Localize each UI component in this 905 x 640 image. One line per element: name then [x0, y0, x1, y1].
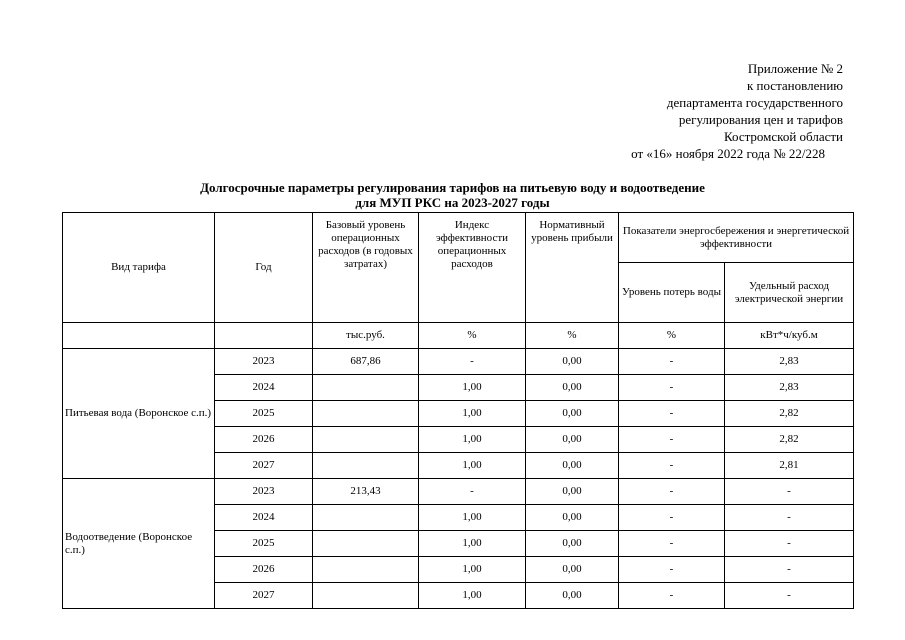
cell-water-loss: -: [619, 427, 725, 453]
cell-base-level: 687,86: [313, 349, 419, 375]
cell-year: 2024: [215, 505, 313, 531]
cell-efficiency-index: 1,00: [419, 427, 526, 453]
cell-profit-level: 0,00: [526, 505, 619, 531]
table-row: [63, 349, 854, 375]
cell-year: 2025: [215, 401, 313, 427]
cell-water-loss: -: [619, 505, 725, 531]
cell-profit-level: 0,00: [526, 349, 619, 375]
unit-electricity: кВт*ч/куб.м: [725, 323, 854, 349]
cell-year: 2026: [215, 557, 313, 583]
cell-electricity: 2,83: [725, 375, 854, 401]
cell-profit-level: 0,00: [526, 531, 619, 557]
header-tariff-type: Вид тарифа: [63, 213, 215, 323]
document-title: [0, 180, 905, 210]
appendix-line: Костромской области: [723, 129, 843, 144]
header-base-level: Базовый уровень операционных расходов (в годовых затратах): [313, 213, 419, 323]
header-year: Год: [215, 213, 313, 323]
cell-base-level: 213,43: [313, 479, 419, 505]
cell-water-loss: -: [619, 557, 725, 583]
units-empty: [63, 323, 215, 349]
cell-profit-level: 0,00: [526, 479, 619, 505]
unit-base-level: тыс.руб.: [313, 323, 419, 349]
appendix-line: департамента государственного: [666, 95, 843, 110]
parameters-table: [62, 212, 854, 609]
cell-electricity: -: [725, 557, 854, 583]
title-line: Долгосрочные параметры регулирования тарифов на питьевую воду и водоотведение: [200, 180, 705, 195]
cell-efficiency-index: -: [419, 479, 526, 505]
table-row: [63, 479, 854, 505]
cell-profit-level: 0,00: [526, 427, 619, 453]
cell-efficiency-index: 1,00: [419, 531, 526, 557]
cell-water-loss: -: [619, 375, 725, 401]
header-water-loss: Уровень потерь воды: [619, 263, 725, 323]
cell-electricity: -: [725, 531, 854, 557]
unit-water-loss: %: [619, 323, 725, 349]
header-electricity: Удельный расход электрической энергии: [725, 263, 854, 323]
appendix-line: к постановлению: [746, 78, 843, 93]
cell-base-level: [313, 427, 419, 453]
cell-electricity: 2,83: [725, 349, 854, 375]
cell-base-level: [313, 453, 419, 479]
appendix-line: регулирования цен и тарифов: [678, 112, 843, 127]
cell-base-level: [313, 375, 419, 401]
cell-profit-level: 0,00: [526, 375, 619, 401]
cell-efficiency-index: 1,00: [419, 583, 526, 609]
cell-electricity: 2,82: [725, 401, 854, 427]
appendix-date-line: от «16» ноября 2022 года № 22/228: [631, 146, 825, 161]
cell-efficiency-index: 1,00: [419, 375, 526, 401]
cell-base-level: [313, 583, 419, 609]
cell-profit-level: 0,00: [526, 557, 619, 583]
cell-electricity: 2,81: [725, 453, 854, 479]
cell-year: 2027: [215, 453, 313, 479]
appendix-line: Приложение № 2: [747, 61, 843, 76]
tariff-type-cell: Питьевая вода (Воронское с.п.): [63, 349, 215, 479]
cell-year: 2024: [215, 375, 313, 401]
cell-efficiency-index: -: [419, 349, 526, 375]
cell-water-loss: -: [619, 583, 725, 609]
cell-year: 2027: [215, 583, 313, 609]
header-efficiency-index: Индекс эффективности операционных расходов: [419, 213, 526, 323]
cell-base-level: [313, 531, 419, 557]
header-energy-group: Показатели энергосбережения и энергетической эффективности: [619, 213, 854, 263]
cell-base-level: [313, 401, 419, 427]
tariff-type-cell: Водоотведение (Воронское с.п.): [63, 479, 215, 609]
cell-base-level: [313, 557, 419, 583]
cell-electricity: -: [725, 505, 854, 531]
cell-water-loss: -: [619, 453, 725, 479]
cell-electricity: -: [725, 583, 854, 609]
unit-profit-level: %: [526, 323, 619, 349]
cell-water-loss: -: [619, 531, 725, 557]
cell-profit-level: 0,00: [526, 401, 619, 427]
cell-year: 2023: [215, 349, 313, 375]
cell-electricity: -: [725, 479, 854, 505]
cell-water-loss: -: [619, 479, 725, 505]
cell-year: 2026: [215, 427, 313, 453]
unit-efficiency-index: %: [419, 323, 526, 349]
cell-water-loss: -: [619, 349, 725, 375]
header-profit-level: Нормативный уровень прибыли: [526, 213, 619, 323]
cell-profit-level: 0,00: [526, 453, 619, 479]
cell-year: 2023: [215, 479, 313, 505]
cell-water-loss: -: [619, 401, 725, 427]
cell-base-level: [313, 505, 419, 531]
cell-efficiency-index: 1,00: [419, 557, 526, 583]
title-line: для МУП РКС на 2023-2027 годы: [355, 195, 550, 210]
units-empty: [215, 323, 313, 349]
cell-profit-level: 0,00: [526, 583, 619, 609]
cell-year: 2025: [215, 531, 313, 557]
appendix-header: [631, 60, 843, 162]
cell-electricity: 2,82: [725, 427, 854, 453]
cell-efficiency-index: 1,00: [419, 505, 526, 531]
cell-efficiency-index: 1,00: [419, 401, 526, 427]
cell-efficiency-index: 1,00: [419, 453, 526, 479]
